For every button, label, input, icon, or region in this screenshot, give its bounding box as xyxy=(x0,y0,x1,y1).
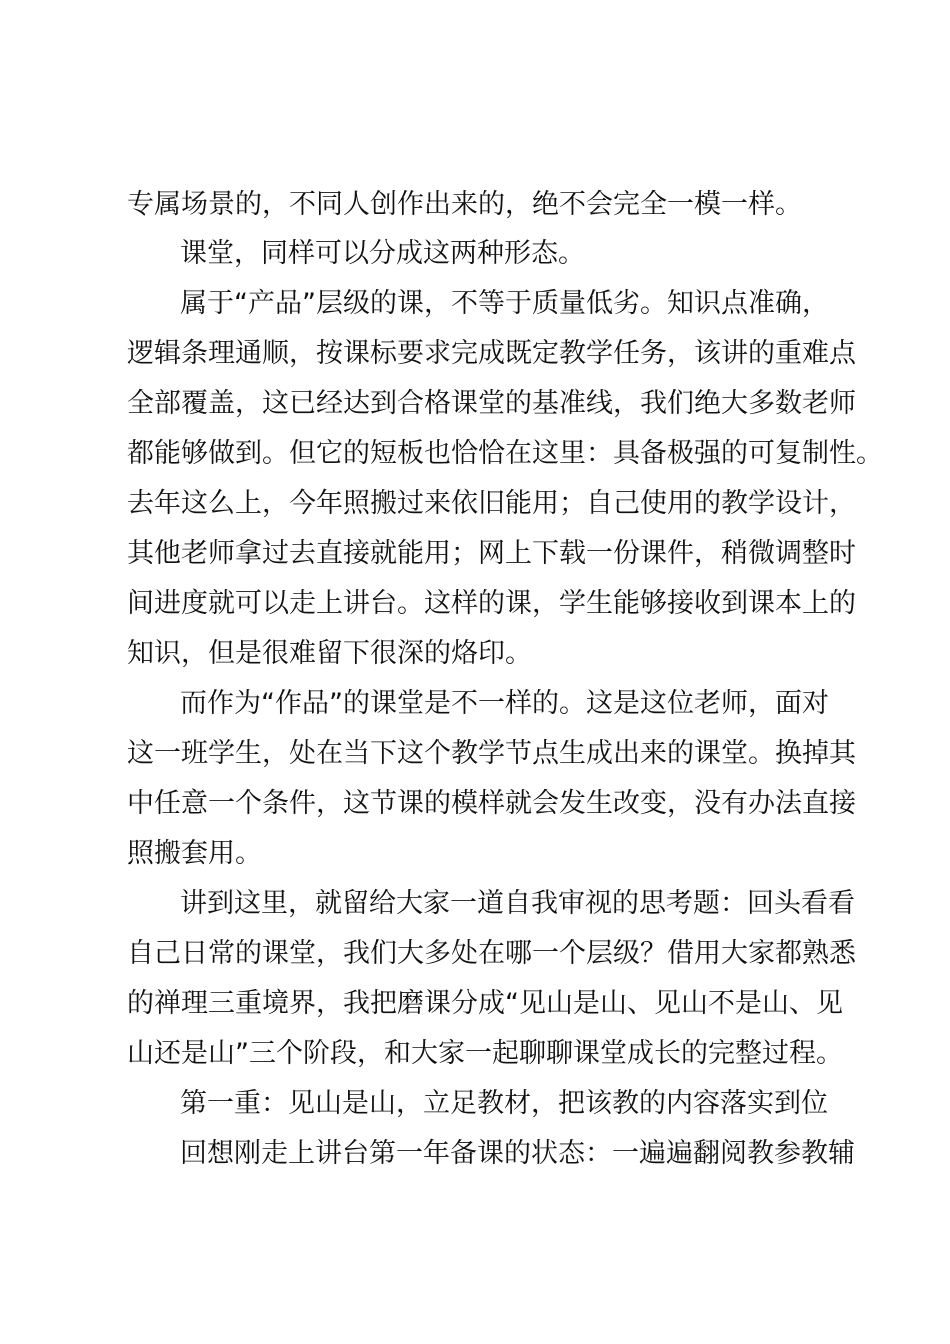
section-heading: 第一重：见山是山，立足教材，把该教的内容落实到位 xyxy=(180,1088,828,1119)
text-line: 全部覆盖，这已经达到合格课堂的基准线，我们绝大多数老师 xyxy=(127,388,856,419)
text-line: 间进度就可以走上讲台。这样的课，学生能够接收到课本上的 xyxy=(127,588,856,619)
text-line: 去年这么上，今年照搬过来依旧能用；自己使用的教学设计， xyxy=(127,488,856,519)
text-line: 这一班学生，处在当下这个教学节点生成出来的课堂。换掉其 xyxy=(127,738,856,769)
text-line: 而作为“作品”的课堂是不一样的。这是这位老师，面对 xyxy=(180,688,829,719)
text-line: 其他老师拿过去直接就能用；网上下载一份课件，稍微调整时 xyxy=(127,538,856,569)
text-line: 知识，但是很难留下很深的烙印。 xyxy=(127,638,532,669)
text-line: 山还是山”三个阶段，和大家一起聊聊课堂成长的完整过程。 xyxy=(127,1038,843,1069)
text-line: 中任意一个条件，这节课的模样就会发生改变，没有办法直接 xyxy=(127,788,856,819)
text-line: 回想刚走上讲台第一年备课的状态：一遍遍翻阅教参教辅 xyxy=(180,1138,855,1169)
text-line: 课堂，同样可以分成这两种形态。 xyxy=(180,238,585,269)
text-line: 专属场景的，不同人创作出来的，绝不会完全一模一样。 xyxy=(127,189,802,220)
text-line: 属于“产品”层级的课，不等于质量低劣。知识点准确， xyxy=(180,288,829,319)
text-line: 照搬套用。 xyxy=(127,838,262,869)
text-line: 自己日常的课堂，我们大多处在哪一个层级？借用大家都熟悉 xyxy=(127,938,856,969)
text-line: 讲到这里，就留给大家一道自我审视的思考题：回头看看 xyxy=(180,888,855,919)
text-line: 都能够做到。但它的短板也恰恰在这里：具备极强的可复制性。 xyxy=(127,438,883,469)
text-line: 的禅理三重境界，我把磨课分成“见山是山、见山不是山、见 xyxy=(127,988,843,1019)
text-line: 逻辑条理通顺，按课标要求完成既定教学任务，该讲的重难点 xyxy=(127,338,856,369)
